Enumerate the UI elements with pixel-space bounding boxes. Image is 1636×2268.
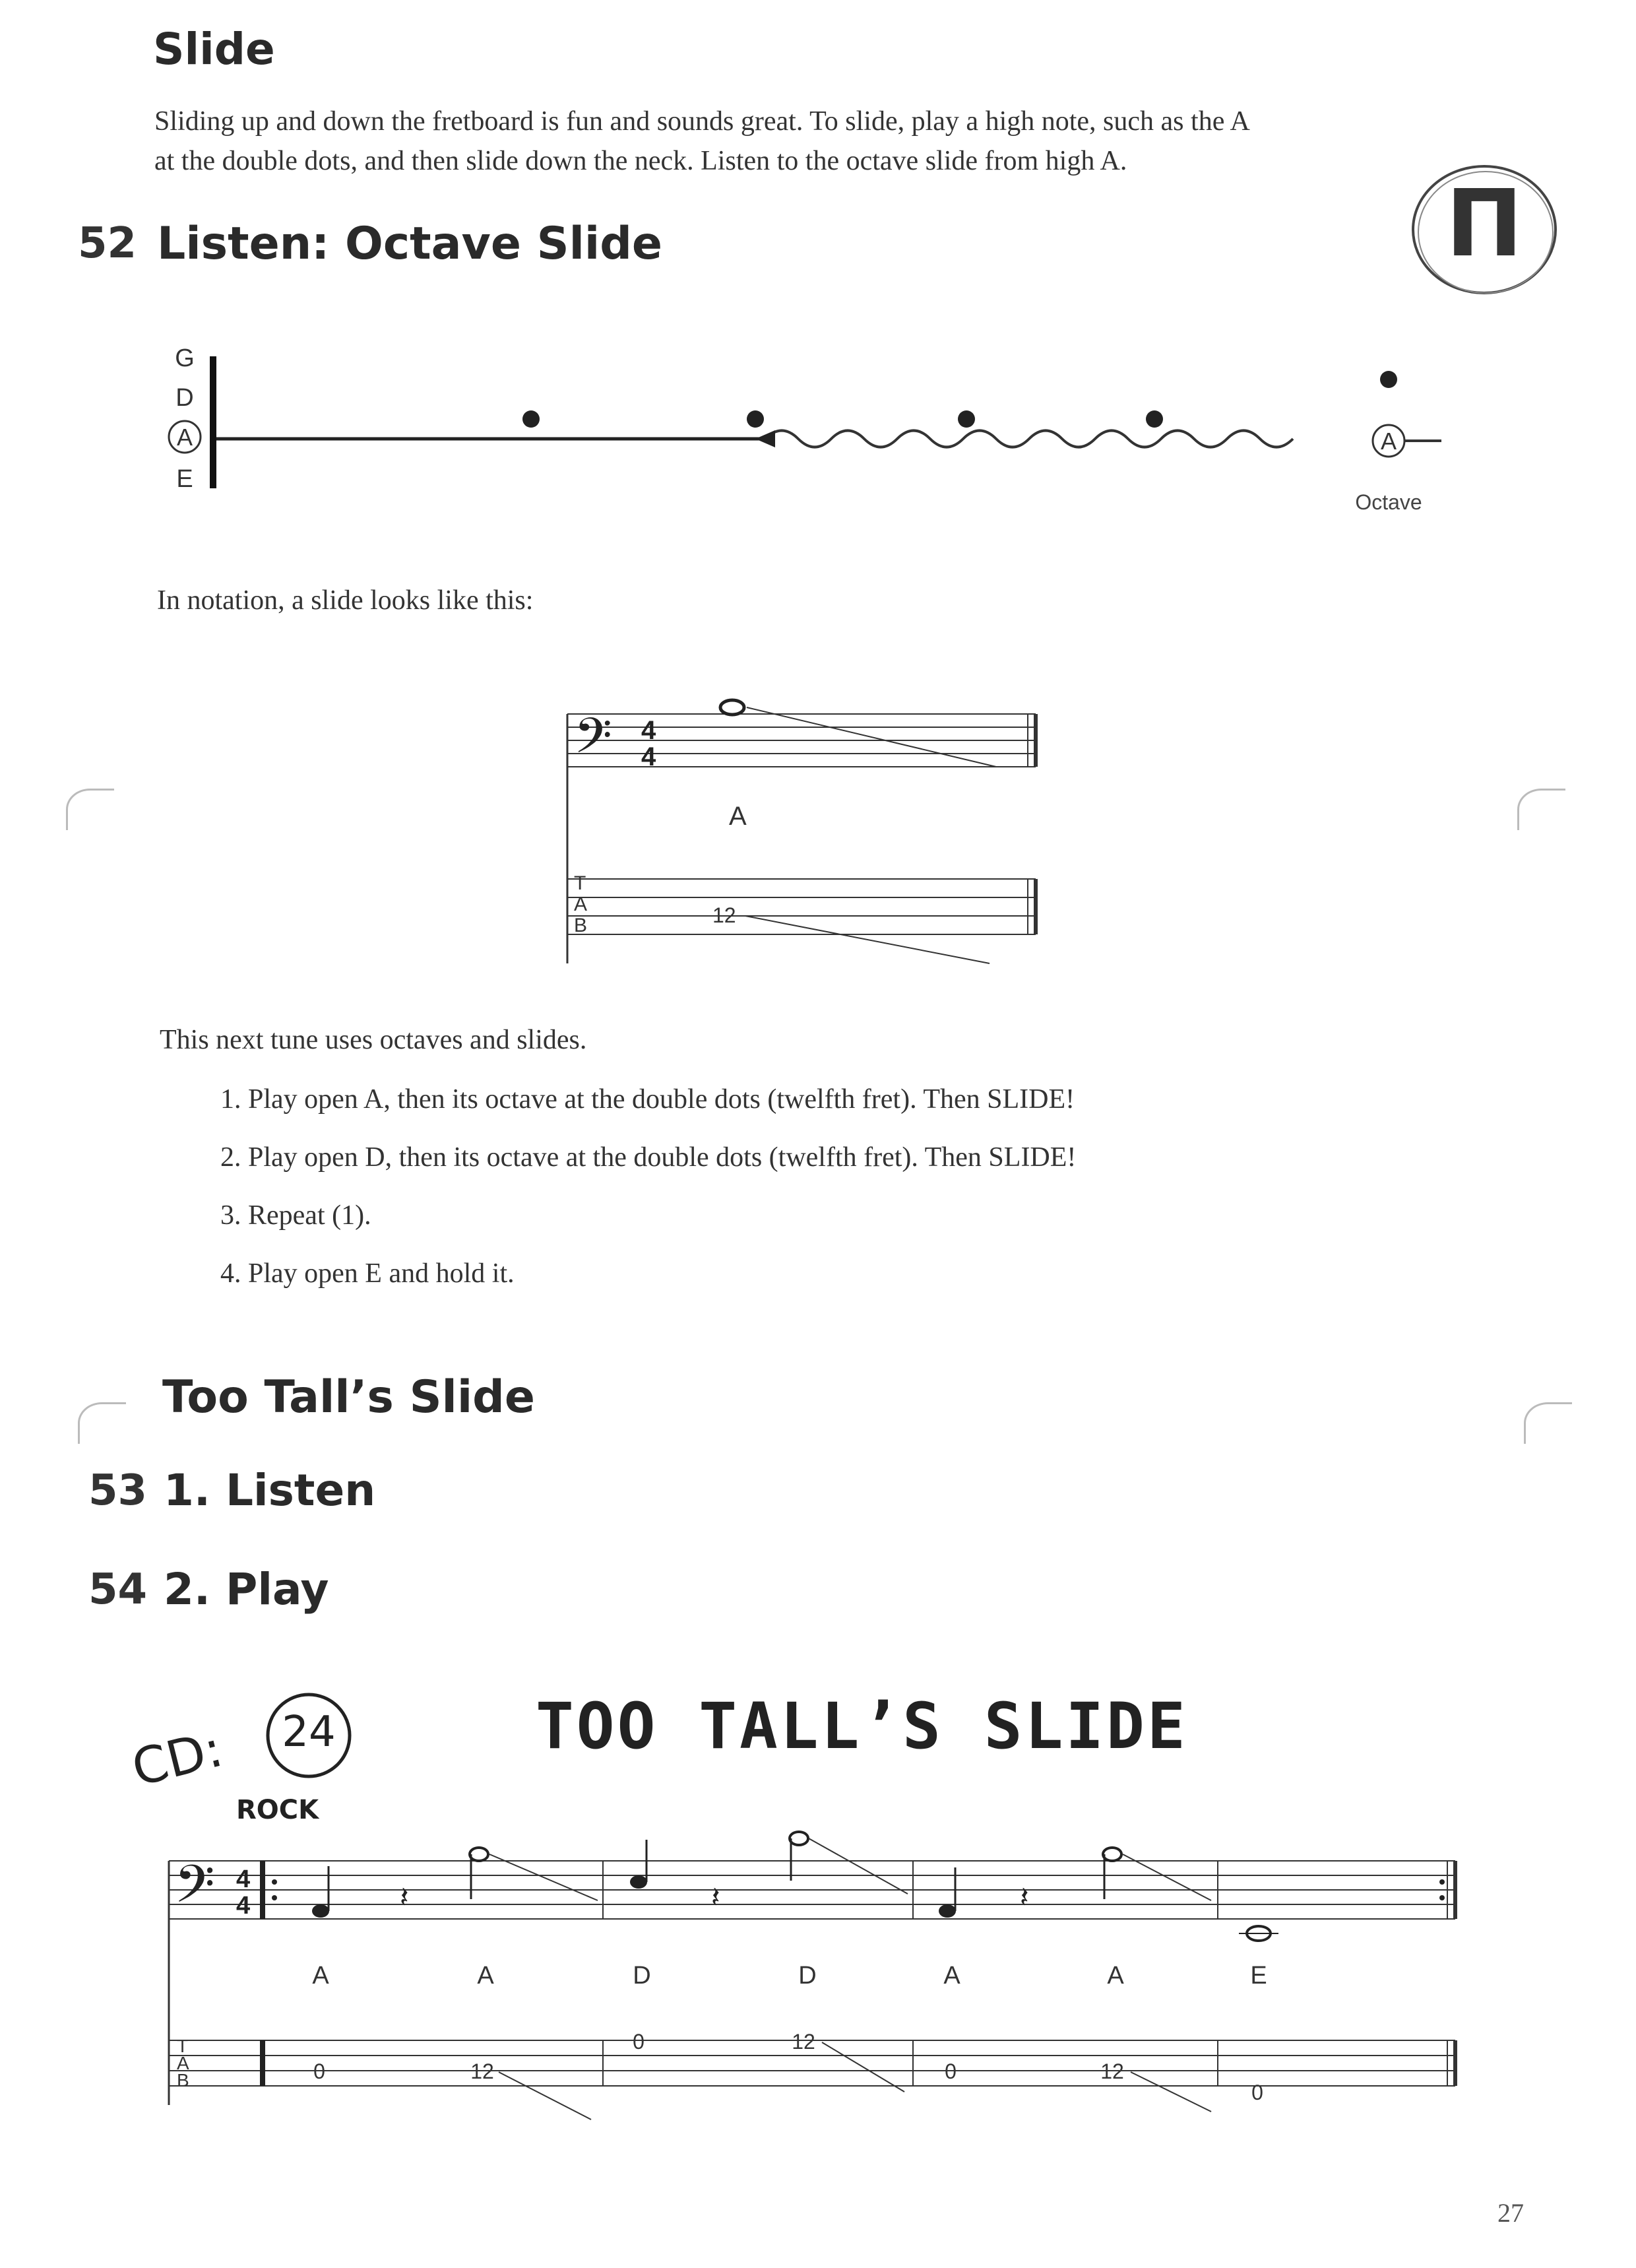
cd-number: 24 <box>282 1708 336 1757</box>
style-label: ROCK <box>236 1795 319 1825</box>
tab-slide-1 <box>499 2072 591 2120</box>
arrow-head-icon <box>755 430 775 447</box>
fretboard-diagram <box>158 337 1478 528</box>
score-tab-letter-t: T <box>177 2036 189 2056</box>
tab-slide-2 <box>822 2042 904 2092</box>
listen-label: 1. Listen <box>164 1465 376 1516</box>
intro-line-2: at the double dots, and then slide down the neck. Listen to the octave slide from high A. <box>154 146 1127 176</box>
repeat-dot-4 <box>1439 1895 1445 1900</box>
score-rest-1: 𝄽 <box>400 1881 409 1914</box>
tab-letter-b: B <box>574 915 588 936</box>
string-label-g: G <box>175 344 195 372</box>
notation-example <box>554 693 1055 990</box>
nut <box>210 356 216 488</box>
tab-repeat-bar <box>260 2040 265 2086</box>
repeat-bar-start <box>260 1861 265 1919</box>
fret-dot-2 <box>747 410 764 428</box>
track-number-54: 54 <box>88 1565 148 1614</box>
score-slide-2 <box>809 1838 908 1894</box>
example-fret: 12 <box>712 903 736 927</box>
slide-line-staff <box>747 707 996 767</box>
track-number-53: 53 <box>88 1466 148 1515</box>
score-time-top: 4 <box>236 1865 251 1893</box>
string-label-a: A <box>176 424 193 451</box>
slide-line-tab <box>745 916 990 963</box>
string-label-e: E <box>176 465 193 493</box>
score-note-name-3: D <box>633 1962 651 1990</box>
time-signature-bottom: 4 <box>641 742 656 771</box>
badge-symbol: Π <box>1445 170 1523 278</box>
score-note-1 <box>312 1904 329 1918</box>
score-time-bottom: 4 <box>236 1892 251 1920</box>
tune-intro: This next tune uses octaves and slides. <box>160 1025 587 1055</box>
score-tab-fret-3: 0 <box>633 2030 645 2054</box>
repeat-dot-3 <box>1439 1879 1445 1885</box>
score-tab-fret-5: 0 <box>945 2059 957 2083</box>
binder-hole-right-1 <box>1517 789 1565 830</box>
octave-label: Octave <box>1355 490 1422 514</box>
score-rest-2: 𝄽 <box>711 1881 720 1914</box>
repeat-dot-1 <box>272 1879 277 1885</box>
binder-hole-left-2 <box>78 1402 126 1444</box>
score-tab-letter-b: B <box>177 2070 189 2090</box>
fret-dot-4 <box>1146 410 1163 428</box>
score-note-5 <box>939 1904 956 1918</box>
score-note-name-5: A <box>943 1962 960 1990</box>
example-note-label: A <box>729 802 747 831</box>
score-bass-clef-icon: 𝄢 <box>174 1856 215 1926</box>
score-note-name-2: A <box>477 1962 494 1990</box>
tab-slide-3 <box>1131 2072 1211 2112</box>
string-label-d: D <box>175 384 194 412</box>
notation-intro: In notation, a slide looks like this: <box>157 585 534 616</box>
score-note-6 <box>1103 1848 1121 1861</box>
time-signature-top: 4 <box>641 716 656 745</box>
bass-clef-icon: 𝄢 <box>574 709 612 775</box>
play-label: 2. Play <box>164 1564 329 1615</box>
fret-dot-3 <box>958 410 975 428</box>
score-tab-fret-7: 0 <box>1251 2081 1263 2104</box>
fret-dot-5 <box>1380 371 1397 388</box>
score-tab-fret-2: 12 <box>470 2059 494 2083</box>
technique-badge <box>1405 158 1563 304</box>
score-tab-fret-4: 12 <box>792 2030 815 2054</box>
score-note-3 <box>630 1875 647 1889</box>
score-note-name-4: D <box>798 1962 817 1990</box>
score-note-2 <box>470 1848 488 1861</box>
step-2: 2. Play open D, then its octave at the double dots (twelfth fret). Then SLIDE! <box>220 1142 1077 1173</box>
end-note-label: A <box>1380 428 1397 455</box>
repeat-dot-2 <box>272 1895 277 1900</box>
score-note-name-6: A <box>1107 1962 1124 1990</box>
tune-score <box>162 1828 1488 2138</box>
tab-letter-t: T <box>574 872 586 894</box>
score-rest-3: 𝄽 <box>1020 1881 1029 1914</box>
page-number: 27 <box>1497 2198 1524 2228</box>
score-tab-fret-1: 0 <box>313 2059 325 2083</box>
score-note-4 <box>790 1832 808 1845</box>
step-4: 4. Play open E and hold it. <box>220 1258 515 1289</box>
fret-dot-1 <box>522 410 540 428</box>
cd-label: CD: <box>126 1718 228 1798</box>
intro-line-1: Sliding up and down the fretboard is fun and sounds great. To slide, play a high note, such as the A <box>154 106 1250 137</box>
score-note-name-1: A <box>312 1962 329 1990</box>
slide-wave <box>765 431 1293 447</box>
score-note-name-7: E <box>1250 1962 1267 1990</box>
score-tab-fret-6: 12 <box>1100 2059 1124 2083</box>
tune-title: Too Tall’s Slide <box>162 1371 535 1423</box>
track-number-52: 52 <box>78 219 137 268</box>
tab-letter-a: A <box>574 893 588 915</box>
step-1: 1. Play open A, then its octave at the double dots (twelfth fret). Then SLIDE! <box>220 1084 1075 1115</box>
section-title: Slide <box>153 24 275 75</box>
handwritten-title: TOO TALL’S SLIDE <box>536 1689 1188 1763</box>
step-3: 3. Repeat (1). <box>220 1200 371 1231</box>
binder-hole-left-1 <box>66 789 114 830</box>
whole-note-icon <box>720 700 744 715</box>
binder-hole-right-2 <box>1524 1402 1572 1444</box>
track-52-title: Listen: Octave Slide <box>157 218 663 270</box>
score-tab-letter-a: A <box>177 2053 189 2073</box>
